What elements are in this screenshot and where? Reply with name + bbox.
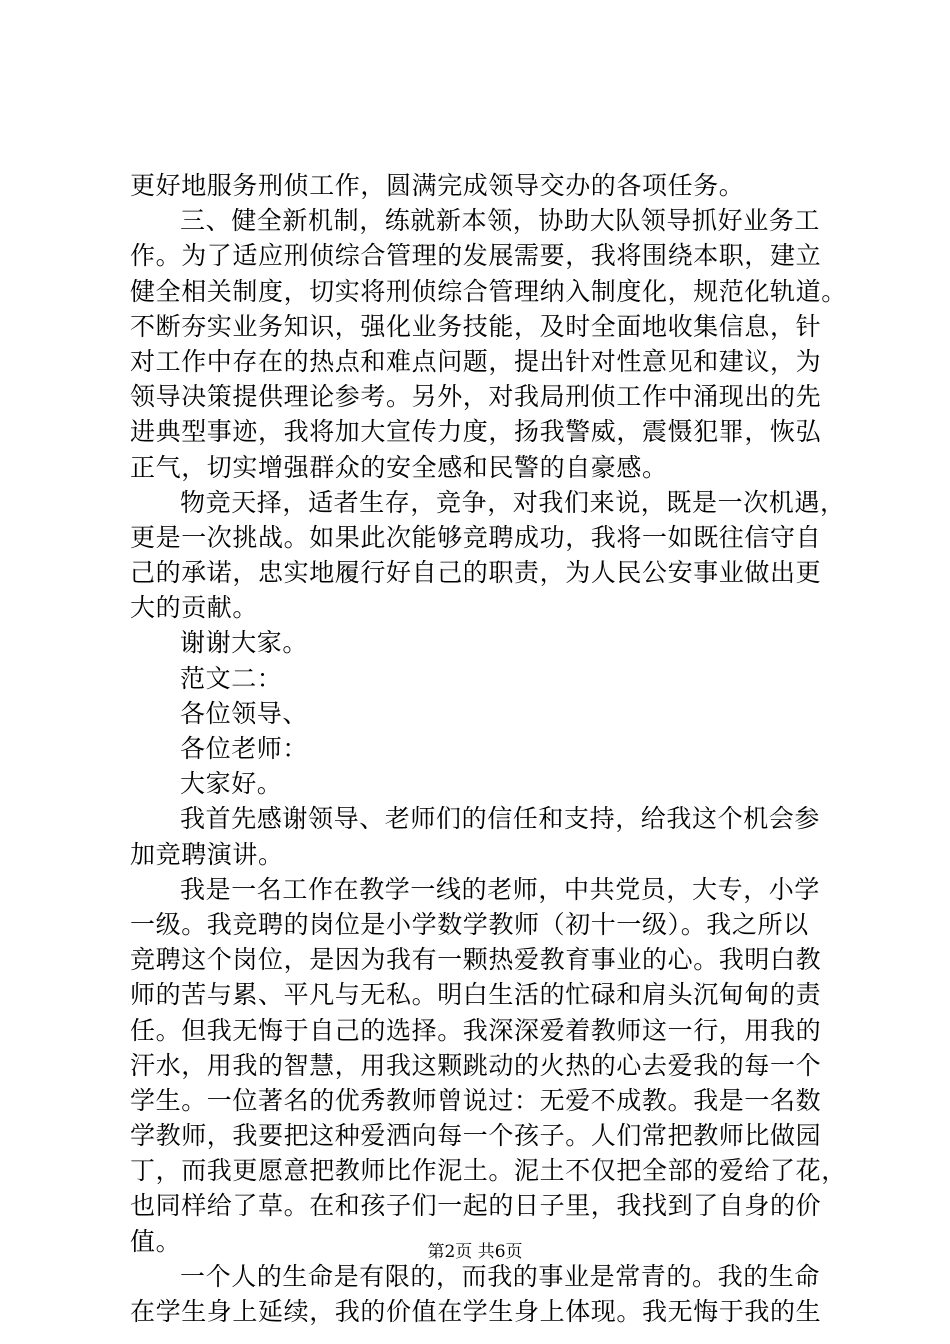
text-line: 正气，切实增强群众的安全感和民警的自豪感。: [130, 452, 668, 482]
text-line: 范文二：: [180, 663, 283, 693]
text-line: 一级。我竞聘的岗位是小学数学教师（初十一级）。我之所以: [130, 909, 809, 939]
text-line: 在学生身上延续，我的价值在学生身上体现。我无悔于我的生: [130, 1297, 822, 1326]
text-line: 各位老师：: [180, 734, 309, 763]
text-line: 学生。一位著名的优秀教师曾说过：无爱不成教。我是一名数: [130, 1085, 822, 1115]
text-line: 健全相关制度，切实将刑侦综合管理纳入制度化，规范化轨道。: [130, 276, 847, 306]
text-line: 我是一名工作在教学一线的老师，中共党员，大专，小学: [180, 874, 821, 904]
text-line: 不断夯实业务知识，强化业务技能，及时全面地收集信息，针: [130, 311, 822, 341]
text-line: 竞聘这个岗位，是因为我有一颗热爱教育事业的心。我明白教: [130, 945, 822, 975]
text-line: 进典型事迹，我将加大宣传力度，扬我警威，震慑犯罪，恢弘: [130, 417, 822, 447]
text-line: 丁，而我更愿意把教师比作泥土。泥土不仅把全部的爱给了花，: [130, 1156, 847, 1186]
text-line: 加竞聘演讲。: [130, 839, 284, 869]
text-line: 物竞天择，适者生存，竞争，对我们来说，既是一次机遇，: [180, 487, 846, 517]
text-line: 更好地服务刑侦工作，圆满完成领导交办的各项任务。: [130, 171, 745, 200]
text-line: 作。为了适应刑侦综合管理的发展需要，我将围绕本职，建立: [130, 241, 822, 271]
document-body: [130, 168, 847, 1329]
text-line: 各位领导、: [180, 698, 309, 728]
text-line: 三、健全新机制，练就新本领，协助大队领导抓好业务工: [180, 206, 821, 236]
text-line: 一个人的生命是有限的，而我的事业是常青的。我的生命: [180, 1261, 821, 1291]
text-line: 大的贡献。: [130, 593, 259, 623]
text-line: 领导决策提供理论参考。另外，对我局刑侦工作中涌现出的先: [130, 382, 822, 412]
text-line: 汗水，用我的智慧，用我这颗跳动的火热的心去爱我的每一个: [130, 1050, 822, 1080]
text-line: 师的苦与累、平凡与无私。明白生活的忙碌和肩头沉甸甸的责: [130, 980, 822, 1010]
text-line: 学教师，我要把这种爱洒向每一个孩子。人们常把教师比做园: [130, 1121, 822, 1151]
text-line: 大家好。: [180, 769, 283, 799]
text-line: 也同样给了草。在和孩子们一起的日子里，我找到了自身的价: [130, 1191, 822, 1221]
text-line: 己的承诺，忠实地履行好自己的职责，为人民公安事业做出更: [130, 558, 822, 588]
text-line: 值。: [130, 1226, 182, 1256]
page-footer: 第2页 共6页: [427, 1242, 523, 1262]
text-line: 我首先感谢领导、老师们的信任和支持，给我这个机会参: [180, 804, 821, 834]
text-line: 谢谢大家。: [180, 628, 309, 658]
text-line: 更是一次挑战。如果此次能够竞聘成功，我将一如既往信守自: [130, 522, 822, 552]
text-line: 任。但我无悔于自己的选择。我深深爱着教师这一行，用我的: [130, 1015, 822, 1045]
text-line: 对工作中存在的热点和难点问题，提出针对性意见和建议，为: [130, 346, 822, 376]
